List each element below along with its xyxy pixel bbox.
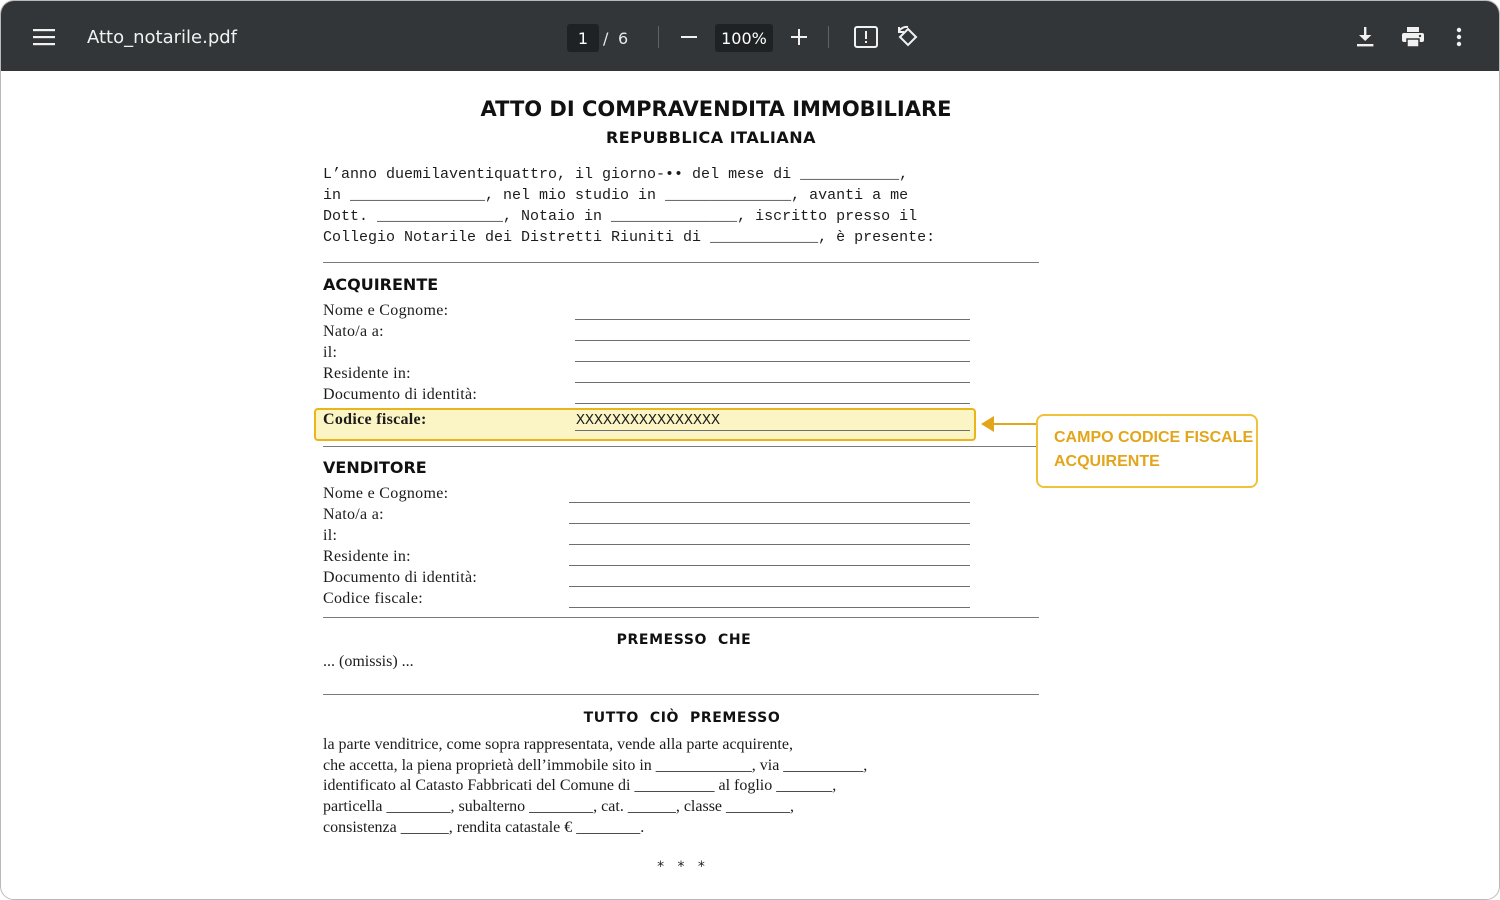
document-subtitle: REPUBBLICA ITALIANA [605,128,816,147]
seller-field-label: il: [323,527,338,544]
tutto-line: identificato al Catasto Fabbricati del Comune di __________ al foglio _______, [323,777,837,794]
section-divider [323,694,1039,695]
buyer-name-field[interactable] [575,319,970,320]
seller-field-label: Codice fiscale: [323,590,424,607]
buyer-id-document-field[interactable] [575,403,970,404]
seller-tax-code-field[interactable] [569,607,970,608]
toolbar-divider [658,26,659,48]
page-separator: / [603,28,609,48]
tutto-line: consistenza ______, rendita catastale € ________. [323,819,645,836]
download-icon[interactable] [1351,23,1379,51]
seller-field-label: Residente in: [323,548,411,565]
premesso-text: ... (omissis) ... [323,653,414,670]
seller-birthdate-field[interactable] [569,544,970,545]
buyer-birthplace-field[interactable] [575,340,970,341]
toolbar-divider [828,26,829,48]
callout-text: CAMPO CODICE FISCALE ACQUIRENTE [1054,429,1254,470]
buyer-tax-code-value[interactable]: XXXXXXXXXXXXXXXX [576,412,721,429]
intro-line: Dott. ______________, Notaio in ______________, iscritto presso il [323,208,918,225]
print-icon[interactable] [1399,23,1427,51]
tutto-line: che accetta, la piena proprietà dell’immobile sito in ____________, via __________, [323,757,868,774]
tutto-heading: TUTTO CIÒ PREMESSO [583,710,781,726]
zoom-out-icon[interactable] [675,23,703,51]
rotate-icon[interactable] [894,23,922,51]
document-title: ATTO DI COMPRAVENDITA IMMOBILIARE [480,97,952,121]
seller-id-document-field[interactable] [569,586,970,587]
document-filename: Atto_notarile.pdf [87,26,238,48]
total-pages: 6 [618,28,629,48]
buyer-field-label: Documento di identità: [323,386,478,403]
document-page [1,71,1499,899]
current-page-input[interactable]: 1 [567,24,599,52]
fit-page-icon[interactable] [852,23,880,51]
section-divider [323,446,1039,447]
seller-name-field[interactable] [569,502,970,503]
buyer-residence-field[interactable] [575,382,970,383]
callout-arrow-line [993,423,1037,425]
intro-line: Collegio Notarile dei Distretti Riuniti di ____________, è presente: [323,229,936,246]
seller-residence-field[interactable] [569,565,970,566]
buyer-birthdate-field[interactable] [575,361,970,362]
seller-birthplace-field[interactable] [569,523,970,524]
buyer-tax-code-label: Codice fiscale: [323,411,427,428]
seller-field-label: Nato/a a: [323,506,384,523]
seller-field-label: Documento di identità: [323,569,478,586]
zoom-level-input[interactable]: 100% [715,24,773,52]
zoom-in-icon[interactable] [785,23,813,51]
buyer-tax-code-field [575,430,970,431]
section-divider [323,262,1039,263]
seller-heading: VENDITORE [323,458,427,477]
hamburger-menu-icon[interactable] [29,23,59,51]
seller-field-label: Nome e Cognome: [323,485,449,502]
tutto-line: la parte venditrice, come sopra rappresentata, vende alla parte acquirente, [323,736,793,753]
section-divider [323,617,1039,618]
tutto-line: particella ________, subalterno ________, cat. ______, classe ________, [323,798,795,815]
pdf-toolbar [1,1,1499,71]
buyer-field-label: Nome e Cognome: [323,302,449,319]
intro-line: L’anno duemilaventiquattro, il giorno-•• del mese di ___________, [323,166,909,183]
premesso-heading: PREMESSO CHE [616,632,752,648]
buyer-field-label: il: [323,344,338,361]
more-vert-icon[interactable] [1445,23,1473,51]
buyer-heading: ACQUIRENTE [323,275,439,294]
buyer-field-label: Nato/a a: [323,323,384,340]
tax-code-callout [1036,414,1258,488]
end-marks: * * * [657,859,705,875]
intro-line: in _______________, nel mio studio in ______________, avanti a me [323,187,909,204]
buyer-field-label: Residente in: [323,365,411,382]
